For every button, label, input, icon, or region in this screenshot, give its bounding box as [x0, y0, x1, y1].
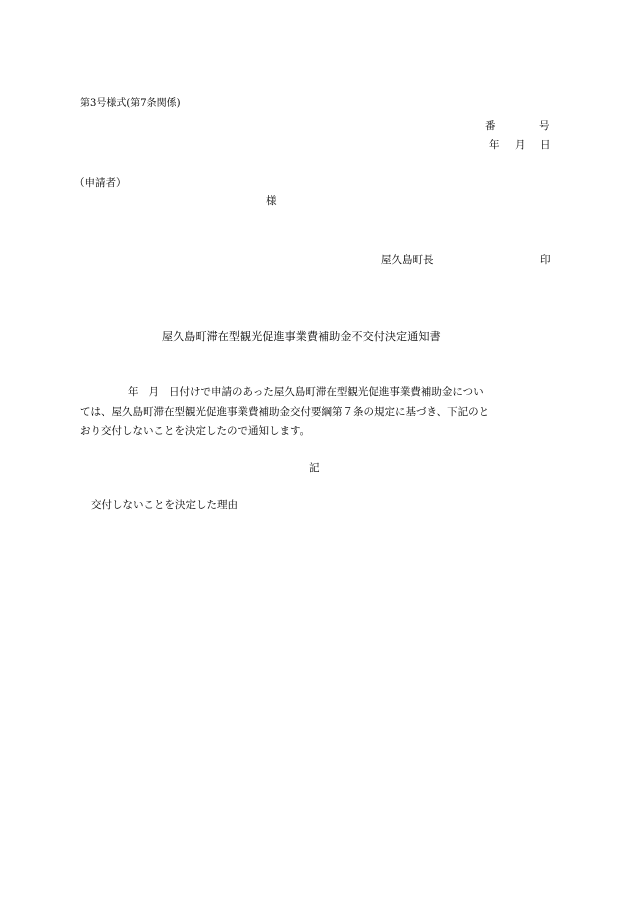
body-line-1-text: 日付けで申請のあった屋久島町滞在型観光促進事業費補助金につい: [169, 386, 484, 398]
honorific-sama: 様: [266, 195, 277, 207]
body-month-label: 月: [148, 386, 159, 398]
reason-label: 交付しないことを決定した理由: [91, 499, 238, 511]
date-year-label: 年: [489, 139, 500, 151]
body-line-1: [80, 383, 552, 403]
ki-heading: 記: [309, 462, 320, 474]
notice-body: [80, 383, 552, 442]
form-label: 第3号様式(第7条関係): [80, 98, 181, 109]
body-line-2: ては、屋久島町滞在型観光促進事業費補助金交付要綱第７条の規定に基づき、下記のと: [80, 405, 490, 418]
date-month-label: 月: [515, 139, 526, 151]
date-day-label: 日: [540, 139, 551, 151]
document-number-label: 番: [485, 120, 496, 132]
body-year-label: 年: [128, 386, 139, 398]
body-line-3: おり交付しないことを決定したので通知します。: [80, 425, 311, 437]
applicant-label: （申請者）: [74, 177, 127, 189]
document-number-suffix: 号: [539, 120, 550, 132]
seal-mark: 印: [540, 254, 551, 266]
document-title: 屋久島町滞在型観光促進事業費補助金不交付決定通知書: [162, 330, 441, 343]
sender-title: 屋久島町長: [381, 254, 434, 266]
